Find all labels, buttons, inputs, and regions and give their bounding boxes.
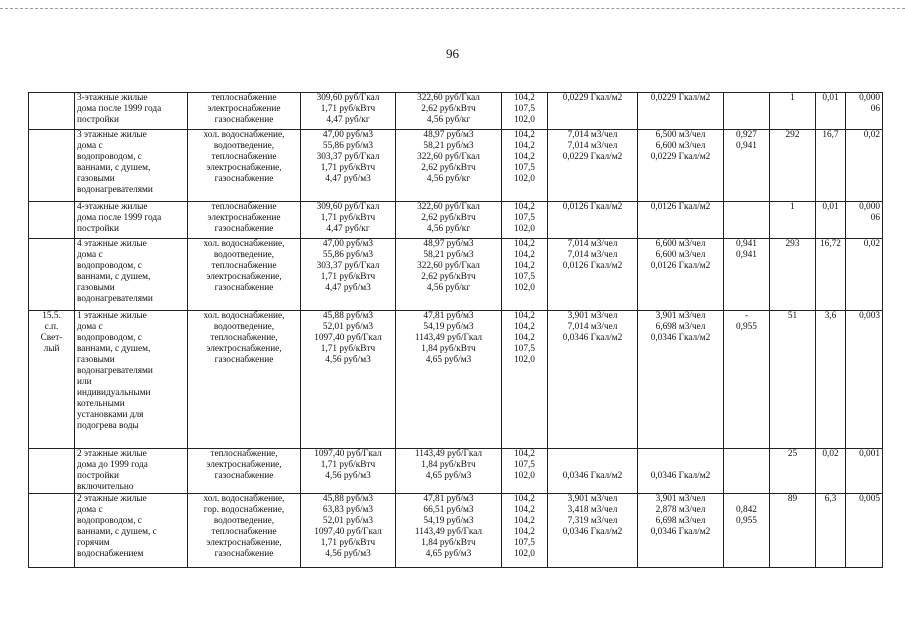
- value-cell: 0,01: [816, 202, 846, 239]
- tariff-current-cell: 47,00 руб/м3 55,86 руб/м3 303,37 руб/Гкал 1,71 руб/кВтч 4,47 руб/м3: [301, 130, 396, 202]
- norm-current-cell: 3,901 м3/чел 7,014 м3/чел 0,0346 Гкал/м2: [548, 311, 638, 449]
- norm-next-cell: 6,500 м3/чел 6,600 м3/чел 0,0229 Гкал/м2: [638, 130, 724, 202]
- tariff-current-cell: 47,00 руб/м3 55,86 руб/м3 303,37 руб/Гкал 1,71 руб/кВтч 4,47 руб/м3: [301, 239, 396, 311]
- category-cell: 1 этажные жилые дома с водопроводом, с ваннами, с душем, газовыми водонагревателями или индивидуальными котельными установками для подогрева воды: [75, 311, 188, 449]
- tariff-table: [28, 92, 883, 568]
- value-cell: 0,02: [816, 449, 846, 494]
- share-cell: 0,000 06: [846, 202, 883, 239]
- coefficient-cell: [724, 449, 770, 494]
- count-cell: 1: [770, 202, 816, 239]
- coefficient-cell: 0,941 0,941: [724, 239, 770, 311]
- count-cell: 51: [770, 311, 816, 449]
- count-cell: 292: [770, 130, 816, 202]
- share-cell: 0,000 06: [846, 93, 883, 130]
- count-cell: 25: [770, 449, 816, 494]
- tariff-next-cell: 48,97 руб/м3 58,21 руб/м3 322,60 руб/Гкал 2,62 руб/кВтч 4,56 руб/кг: [396, 130, 502, 202]
- tariff-next-cell: 47,81 руб/м3 66,51 руб/м3 54,19 руб/м3 1143,49 руб/Гкал 1,84 руб/кВтч 4,65 руб/м3: [396, 494, 502, 568]
- table-row: [29, 311, 883, 449]
- norm-current-cell: 7,014 м3/чел 7,014 м3/чел 0,0229 Гкал/м2: [548, 130, 638, 202]
- coefficient-cell: 0,842 0,955: [724, 494, 770, 568]
- table-row: [29, 93, 883, 130]
- tariff-next-cell: 48,97 руб/м3 58,21 руб/м3 322,60 руб/Гкал 2,62 руб/кВтч 4,56 руб/кг: [396, 239, 502, 311]
- index-cell: 104,2 104,2 104,2 107,5 102,0: [502, 239, 548, 311]
- category-cell: 2 этажные жилые дома с водопроводом, с ваннами, с душем, с горячим водоснабжением: [75, 494, 188, 568]
- index-cell: 104,2 107,5 102,0: [502, 202, 548, 239]
- table-row: [29, 202, 883, 239]
- tariff-next-cell: 322,60 руб/Гкал 2,62 руб/кВтч 4,56 руб/кг: [396, 93, 502, 130]
- norm-next-cell: 6,600 м3/чел 6,600 м3/чел 0,0126 Гкал/м2: [638, 239, 724, 311]
- tariff-current-cell: 309,60 руб/Гкал 1,71 руб/кВтч 4,47 руб/кг: [301, 202, 396, 239]
- norm-current-cell: 0,0346 Гкал/м2: [548, 449, 638, 494]
- count-cell: 89: [770, 494, 816, 568]
- services-cell: хол. водоснабжение, гор. водоснабжение, водоотведение, теплоснабжение электроснабжение, газоснабжение: [188, 494, 301, 568]
- tariff-current-cell: 45,88 руб/м3 52,01 руб/м3 1097,40 руб/Гкал 1,71 руб/кВтч 4,56 руб/м3: [301, 311, 396, 449]
- index-cell: 104,2 107,5 102,0: [502, 449, 548, 494]
- share-cell: 0,02: [846, 130, 883, 202]
- count-cell: 293: [770, 239, 816, 311]
- table-row: [29, 130, 883, 202]
- scan-edge-line: [0, 8, 905, 9]
- settlement-cell: [29, 202, 75, 239]
- index-cell: 104,2 104,2 104,2 104,2 107,5 102,0: [502, 494, 548, 568]
- category-cell: 3-этажные жилые дома после 1999 года постройки: [75, 93, 188, 130]
- coefficient-cell: 0,927 0,941: [724, 130, 770, 202]
- services-cell: хол. водоснабжение, водоотведение, теплоснабжение электроснабжение, газоснабжение: [188, 239, 301, 311]
- services-cell: хол. водоснабжение, водоотведение, теплоснабжение электроснабжение, газоснабжение: [188, 130, 301, 202]
- tariff-current-cell: 1097,40 руб/Гкал 1,71 руб/кВтч 4,56 руб/м3: [301, 449, 396, 494]
- share-cell: 0,02: [846, 239, 883, 311]
- table-row: [29, 449, 883, 494]
- settlement-cell: 15.5. с.п. Свет- лый: [29, 311, 75, 449]
- settlement-cell: [29, 239, 75, 311]
- settlement-cell: [29, 449, 75, 494]
- page-number: 96: [446, 46, 459, 61]
- category-cell: 4-этажные жилые дома после 1999 года постройки: [75, 202, 188, 239]
- services-cell: теплоснабжение, электроснабжение, газоснабжение: [188, 449, 301, 494]
- value-cell: 16,7: [816, 130, 846, 202]
- coefficient-cell: [724, 202, 770, 239]
- tariff-current-cell: 309,60 руб/Гкал 1,71 руб/кВтч 4,47 руб/кг: [301, 93, 396, 130]
- norm-next-cell: 0,0346 Гкал/м2: [638, 449, 724, 494]
- index-cell: 104,2 104,2 104,2 107,5 102,0: [502, 130, 548, 202]
- settlement-cell: [29, 93, 75, 130]
- norm-current-cell: 3,901 м3/чел 3,418 м3/чел 7,319 м3/чел 0,0346 Гкал/м2: [548, 494, 638, 568]
- norm-next-cell: 3,901 м3/чел 6,698 м3/чел 0,0346 Гкал/м2: [638, 311, 724, 449]
- settlement-cell: [29, 130, 75, 202]
- category-cell: 4 этажные жилые дома с водопроводом, с ваннами, с душем, газовыми водонагревателями: [75, 239, 188, 311]
- value-cell: 0,01: [816, 93, 846, 130]
- services-cell: теплоснабжение электроснабжение газоснабжение: [188, 202, 301, 239]
- value-cell: 6,3: [816, 494, 846, 568]
- norm-current-cell: 0,0229 Гкал/м2: [548, 93, 638, 130]
- share-cell: 0,005: [846, 494, 883, 568]
- value-cell: 3,6: [816, 311, 846, 449]
- index-cell: 104,2 107,5 102,0: [502, 93, 548, 130]
- norm-next-cell: 0,0229 Гкал/м2: [638, 93, 724, 130]
- settlement-cell: [29, 494, 75, 568]
- tariff-current-cell: 45,88 руб/м3 63,83 руб/м3 52,01 руб/м3 1097,40 руб/Гкал 1,71 руб/кВтч 4,56 руб/м3: [301, 494, 396, 568]
- table-row: [29, 494, 883, 568]
- share-cell: 0,001: [846, 449, 883, 494]
- share-cell: 0,003: [846, 311, 883, 449]
- services-cell: теплоснабжение электроснабжение газоснабжение: [188, 93, 301, 130]
- coefficient-cell: [724, 93, 770, 130]
- norm-current-cell: 0,0126 Гкал/м2: [548, 202, 638, 239]
- tariff-next-cell: 322,60 руб/Гкал 2,62 руб/кВтч 4,56 руб/кг: [396, 202, 502, 239]
- count-cell: 1: [770, 93, 816, 130]
- value-cell: 16,72: [816, 239, 846, 311]
- category-cell: 2 этажные жилые дома до 1999 года постройки включительно: [75, 449, 188, 494]
- table-row: [29, 239, 883, 311]
- services-cell: хол. водоснабжение, водоотведение, теплоснабжение, электроснабжение, газоснабжение: [188, 311, 301, 449]
- category-cell: 3 этажные жилые дома с водопроводом, с ваннами, с душем, газовыми водонагревателями: [75, 130, 188, 202]
- tariff-next-cell: 1143,49 руб/Гкал 1,84 руб/кВтч 4,65 руб/м3: [396, 449, 502, 494]
- index-cell: 104,2 104,2 104,2 107,5 102,0: [502, 311, 548, 449]
- norm-next-cell: 0,0126 Гкал/м2: [638, 202, 724, 239]
- coefficient-cell: - 0,955: [724, 311, 770, 449]
- norm-current-cell: 7,014 м3/чел 7,014 м3/чел 0,0126 Гкал/м2: [548, 239, 638, 311]
- norm-next-cell: 3,901 м3/чел 2,878 м3/чел 6,698 м3/чел 0,0346 Гкал/м2: [638, 494, 724, 568]
- tariff-next-cell: 47,81 руб/м3 54,19 руб/м3 1143,49 руб/Гкал 1,84 руб/кВтч 4,65 руб/м3: [396, 311, 502, 449]
